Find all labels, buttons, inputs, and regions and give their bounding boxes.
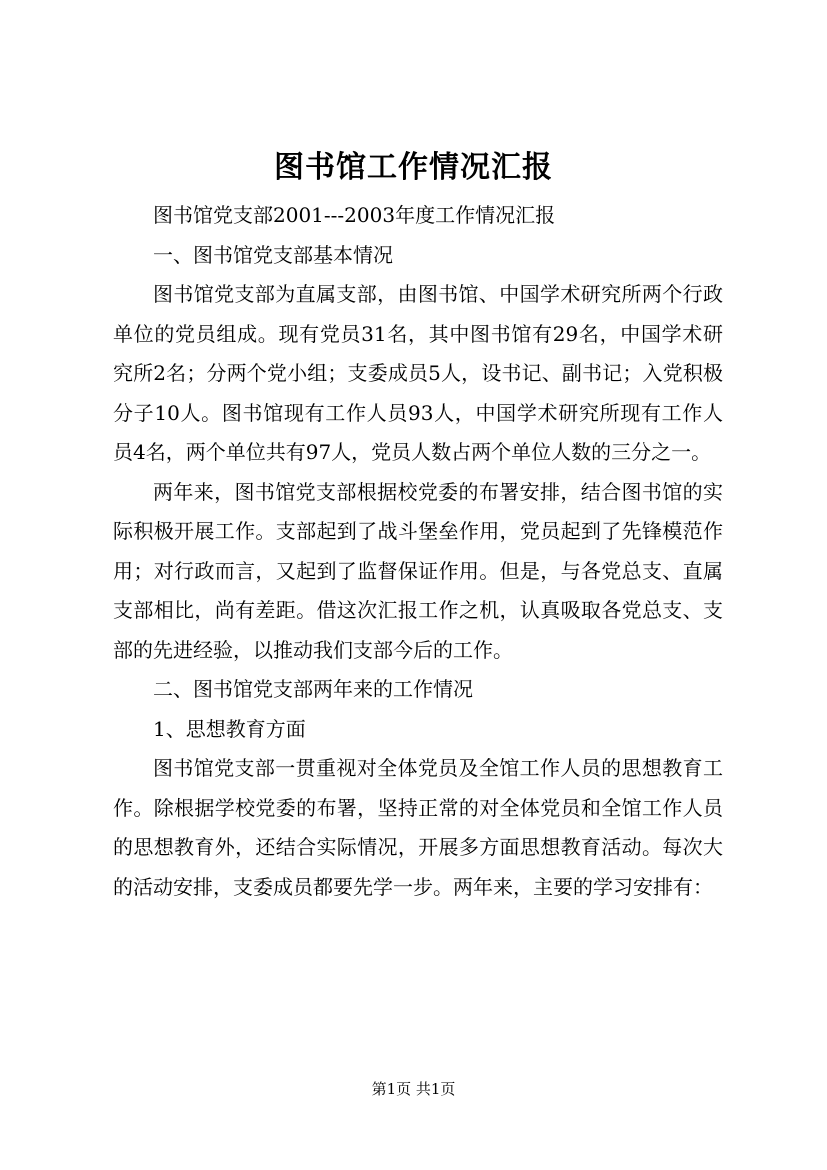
body-paragraph: 图书馆党支部一贯重视对全体党员及全馆工作人员的思想教育工作。除根据学校党委的布署，坚持正常的对全体党员和全馆工作人员的思想教育外，还结合实际情况，开展多方面思想教育活动。每次大的活动安排，支委成员都要先学一步。两年来，主要的学习安排有： <box>113 756 723 899</box>
section-heading-1: 一、图书馆党支部基本情况 <box>153 242 393 267</box>
page-number-footer: 第1页 共1页 <box>371 1080 456 1098</box>
subtitle-paragraph: 图书馆党支部2001---2003年度工作情况汇报 <box>153 203 556 227</box>
body-paragraph: 图书馆党支部为直属支部，由图书馆、中国学术研究所两个行政单位的党员组成。现有党员31名，其中图书馆有29名，中国学术研究所2名；分两个党小组；支委成员5人，设书记、副书记；入党积极分子10人。图书馆现有工作人员93人，中国学术研究所现有工作人员4名，两个单位共有97人，党员人数占两个单位人数的三分之一。 <box>113 282 723 464</box>
document-body <box>113 196 723 907</box>
section-heading-2: 二、图书馆党支部两年来的工作情况 <box>153 677 473 701</box>
body-paragraph: 两年来，图书馆党支部根据校党委的布署安排，结合图书馆的实际积极开展工作。支部起到了战斗堡垒作用，党员起到了先锋模范作用；对行政而言，又起到了监督保证作用。但是，与各党总支、直属支部相比，尚有差距。借这次汇报工作之机，认真吸取各党总支、支部的先进经验，以推动我们支部今后的工作。 <box>113 479 723 662</box>
document-title: 图书馆工作情况汇报 <box>274 150 553 185</box>
subsection-heading: 1、思想教育方面 <box>153 716 306 741</box>
